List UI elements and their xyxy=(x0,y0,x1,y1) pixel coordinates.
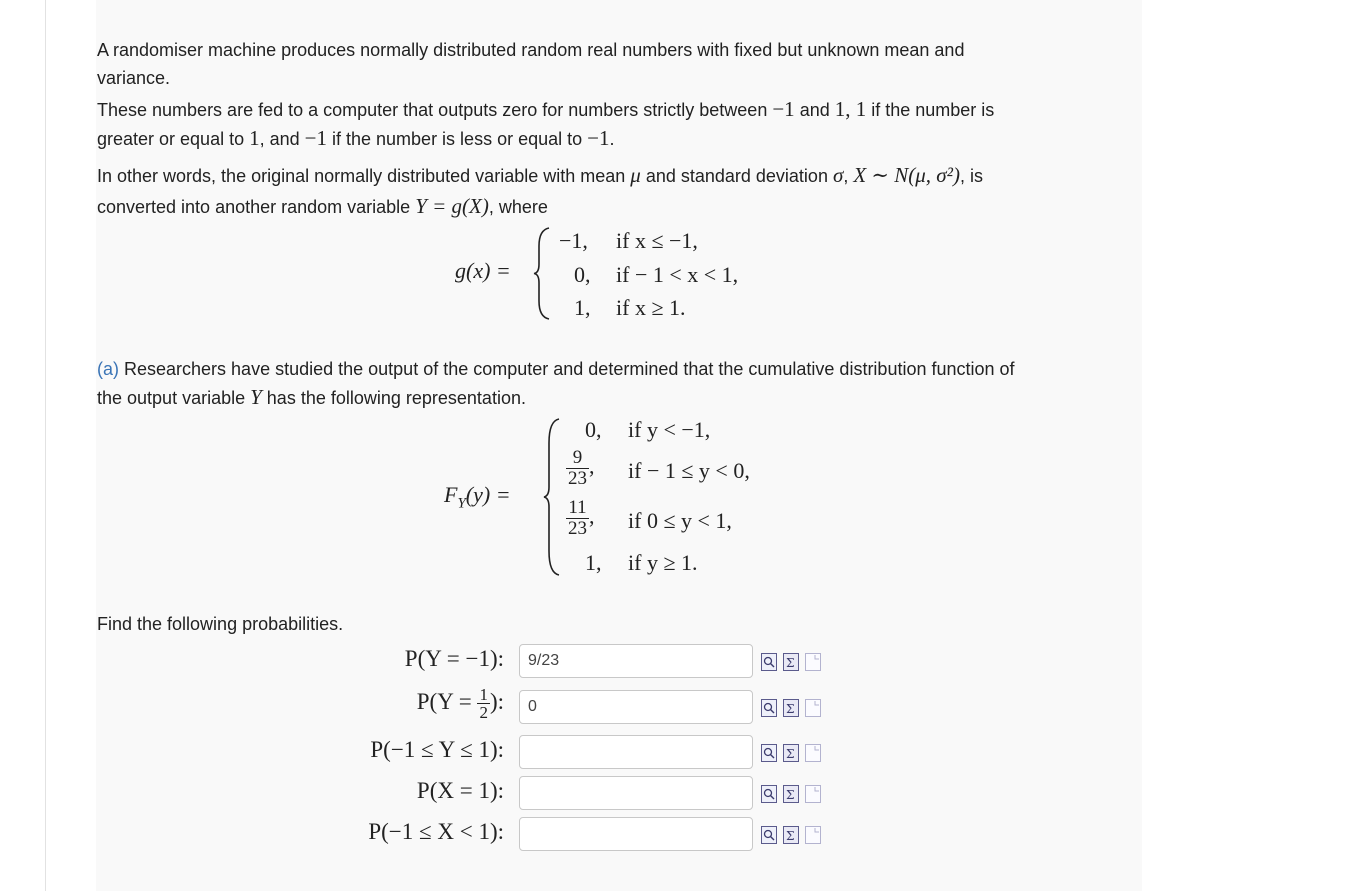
g-case-1: −1, xyxy=(559,228,588,253)
equation-editor-icon[interactable] xyxy=(783,826,799,844)
answer-label-2: P(Y = $\frac{1}{2}$ ): xyxy=(416,685,504,722)
g-case-3: 1, xyxy=(574,295,591,320)
preview-icon[interactable] xyxy=(761,744,777,762)
cdf-case-2: $\frac{9}{23}$ , xyxy=(568,447,595,489)
preview-icon[interactable] xyxy=(761,653,777,671)
svg-text:Σ: Σ xyxy=(786,656,795,670)
answer-input-1[interactable]: 9/23 xyxy=(519,644,753,678)
answer-input-3[interactable] xyxy=(519,735,753,769)
document-icon[interactable] xyxy=(805,826,821,844)
svg-text:Σ: Σ xyxy=(786,747,795,761)
g-function-brace xyxy=(533,226,553,321)
document-icon[interactable] xyxy=(805,699,821,717)
answer-input-2[interactable]: 0 xyxy=(519,690,753,724)
equation-editor-icon[interactable] xyxy=(783,699,799,717)
part-a-line-2: the output variable Y has the following representation. xyxy=(97,385,526,409)
cdf-case-1: 0, xyxy=(585,417,602,442)
cdf-case-3: $\frac{11}{23}$ , xyxy=(568,497,595,539)
g-case-1-condition: if x ≤ −1, xyxy=(616,228,698,253)
intro-line-1: A randomiser machine produces normally distributed random real numbers with fixed but unknown mean and xyxy=(97,40,965,60)
g-case-2-condition: if − 1 < x < 1, xyxy=(616,262,739,287)
equation-editor-icon[interactable] xyxy=(783,653,799,671)
part-a-line-1: (a) Researchers have studied the output of the computer and determined that the cumulative distribution function of xyxy=(97,359,1015,379)
answer-label-3: P(−1 ≤ Y ≤ 1): xyxy=(370,737,504,762)
intro-line-3: These numbers are fed to a computer that outputs zero for numbers strictly between −1 and 1, 1 if the number is xyxy=(97,97,995,121)
document-icon[interactable] xyxy=(805,744,821,762)
document-icon[interactable] xyxy=(805,785,821,803)
preview-icon[interactable] xyxy=(761,785,777,803)
answer-label-5: P(−1 ≤ X < 1): xyxy=(368,819,504,844)
cdf-function-lhs: $F_Y(y)$ = xyxy=(444,482,511,512)
svg-text:Σ: Σ xyxy=(786,788,795,802)
answer-label-1: P(Y = −1): xyxy=(404,646,504,671)
intro-line-4: greater or equal to 1, and −1 if the number is less or equal to −1. xyxy=(97,126,615,150)
answer-input-5[interactable] xyxy=(519,817,753,851)
document-icon[interactable] xyxy=(805,653,821,671)
answer-label-4: P(X = 1): xyxy=(416,778,504,803)
intro-line-5: In other words, the original normally distributed variable with mean μ and standard deviation σ, X ∼ N(μ, σ²), is xyxy=(97,163,983,187)
cdf-function-brace xyxy=(543,417,563,577)
preview-icon[interactable] xyxy=(761,699,777,717)
find-probabilities-text: Find the following probabilities. xyxy=(97,614,344,634)
intro-line-6: converted into another random variable Y = g(X), where xyxy=(97,194,548,218)
preview-icon[interactable] xyxy=(761,826,777,844)
cdf-case-4-condition: if y ≥ 1. xyxy=(628,550,698,575)
page-left-rule xyxy=(45,0,46,891)
equation-editor-icon[interactable] xyxy=(783,785,799,803)
cdf-case-3-condition: if 0 ≤ y < 1, xyxy=(628,508,732,533)
part-a-label: (a) xyxy=(97,359,119,379)
answer-input-4[interactable] xyxy=(519,776,753,810)
g-case-2: 0, xyxy=(574,262,591,287)
g-case-3-condition: if x ≥ 1. xyxy=(616,295,686,320)
svg-text:Σ: Σ xyxy=(786,702,795,716)
cdf-case-1-condition: if y < −1, xyxy=(628,417,711,442)
svg-text:Σ: Σ xyxy=(786,829,795,843)
cdf-case-4: 1, xyxy=(585,550,602,575)
g-function-lhs: g(x) = xyxy=(455,258,511,283)
equation-editor-icon[interactable] xyxy=(783,744,799,762)
intro-line-2: variance. xyxy=(97,68,171,88)
cdf-case-2-condition: if − 1 ≤ y < 0, xyxy=(628,458,750,483)
